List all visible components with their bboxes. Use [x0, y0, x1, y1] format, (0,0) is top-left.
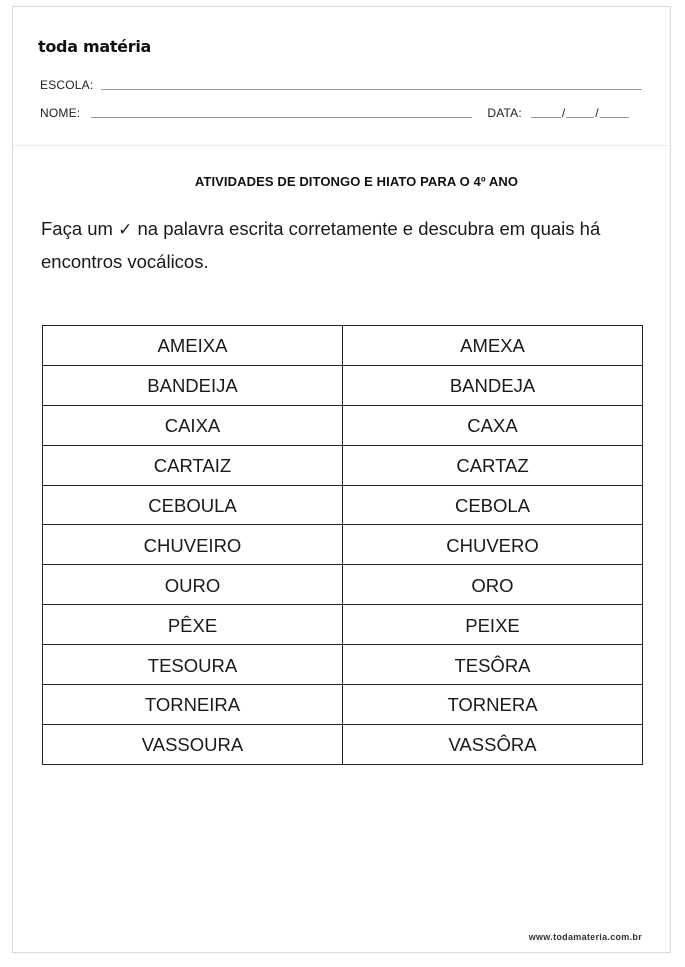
word-option-left[interactable]: AMEIXA — [43, 326, 343, 366]
word-option-right[interactable]: TORNERA — [343, 685, 643, 725]
table-row — [43, 605, 643, 645]
date-day-line[interactable] — [531, 117, 561, 118]
word-option-right[interactable]: CAXA — [343, 405, 643, 445]
worksheet-title: ATIVIDADES DE DITONGO E HIATO PARA O 4º ANO — [194, 174, 519, 189]
table-row — [43, 365, 643, 405]
word-option-right[interactable]: AMEXA — [343, 326, 643, 366]
word-option-right[interactable]: CARTAZ — [343, 445, 643, 485]
word-option-left[interactable]: CARTAIZ — [43, 445, 343, 485]
worksheet-page — [12, 6, 671, 953]
instruction-after: na palavra escrita corretamente e descubra em quais há encontros vocálicos. — [41, 218, 601, 272]
table-row — [43, 724, 643, 764]
word-option-left[interactable]: OURO — [43, 565, 343, 605]
word-option-left[interactable]: CHUVEIRO — [43, 525, 343, 565]
escola-field — [40, 78, 642, 92]
table-row — [43, 565, 643, 605]
nome-data-row — [40, 106, 642, 120]
date-month-line[interactable] — [566, 117, 594, 118]
word-option-right[interactable]: ORO — [343, 565, 643, 605]
nome-input-line[interactable] — [91, 117, 472, 118]
escola-label: ESCOLA: — [40, 78, 94, 92]
word-option-right[interactable]: VASSÔRA — [343, 724, 643, 764]
word-option-right[interactable]: PEIXE — [343, 605, 643, 645]
word-option-right[interactable]: CEBOLA — [343, 485, 643, 525]
word-option-left[interactable]: TORNEIRA — [43, 685, 343, 725]
table-row — [43, 405, 643, 445]
table-row — [43, 685, 643, 725]
escola-input-line[interactable] — [101, 89, 642, 90]
instruction-before: Faça um — [41, 218, 113, 239]
word-option-left[interactable]: VASSOURA — [43, 724, 343, 764]
table-row — [43, 525, 643, 565]
table-row — [43, 485, 643, 525]
word-option-left[interactable]: PÊXE — [43, 605, 343, 645]
date-year-line[interactable] — [600, 117, 629, 118]
word-option-left[interactable]: BANDEIJA — [43, 365, 343, 405]
nome-label: NOME: — [40, 106, 81, 120]
table-row — [43, 326, 643, 366]
word-table — [42, 325, 643, 765]
instruction-text — [41, 213, 641, 277]
header-divider — [13, 145, 670, 146]
word-option-right[interactable]: CHUVERO — [343, 525, 643, 565]
word-option-left[interactable]: TESOURA — [43, 645, 343, 685]
word-option-right[interactable]: TESÔRA — [343, 645, 643, 685]
word-option-right[interactable]: BANDEJA — [343, 365, 643, 405]
word-option-left[interactable]: CAIXA — [43, 405, 343, 445]
table-row — [43, 645, 643, 685]
date-separator-1: / — [561, 106, 566, 120]
check-mark-icon: ✓ — [118, 220, 133, 240]
word-option-left[interactable]: CEBOULA — [43, 485, 343, 525]
data-label: DATA: — [487, 106, 522, 120]
date-separator-2: / — [595, 106, 599, 120]
brand-logo: toda matéria — [38, 37, 152, 56]
table-row — [43, 445, 643, 485]
footer-url: www.todamateria.com.br — [528, 932, 642, 942]
